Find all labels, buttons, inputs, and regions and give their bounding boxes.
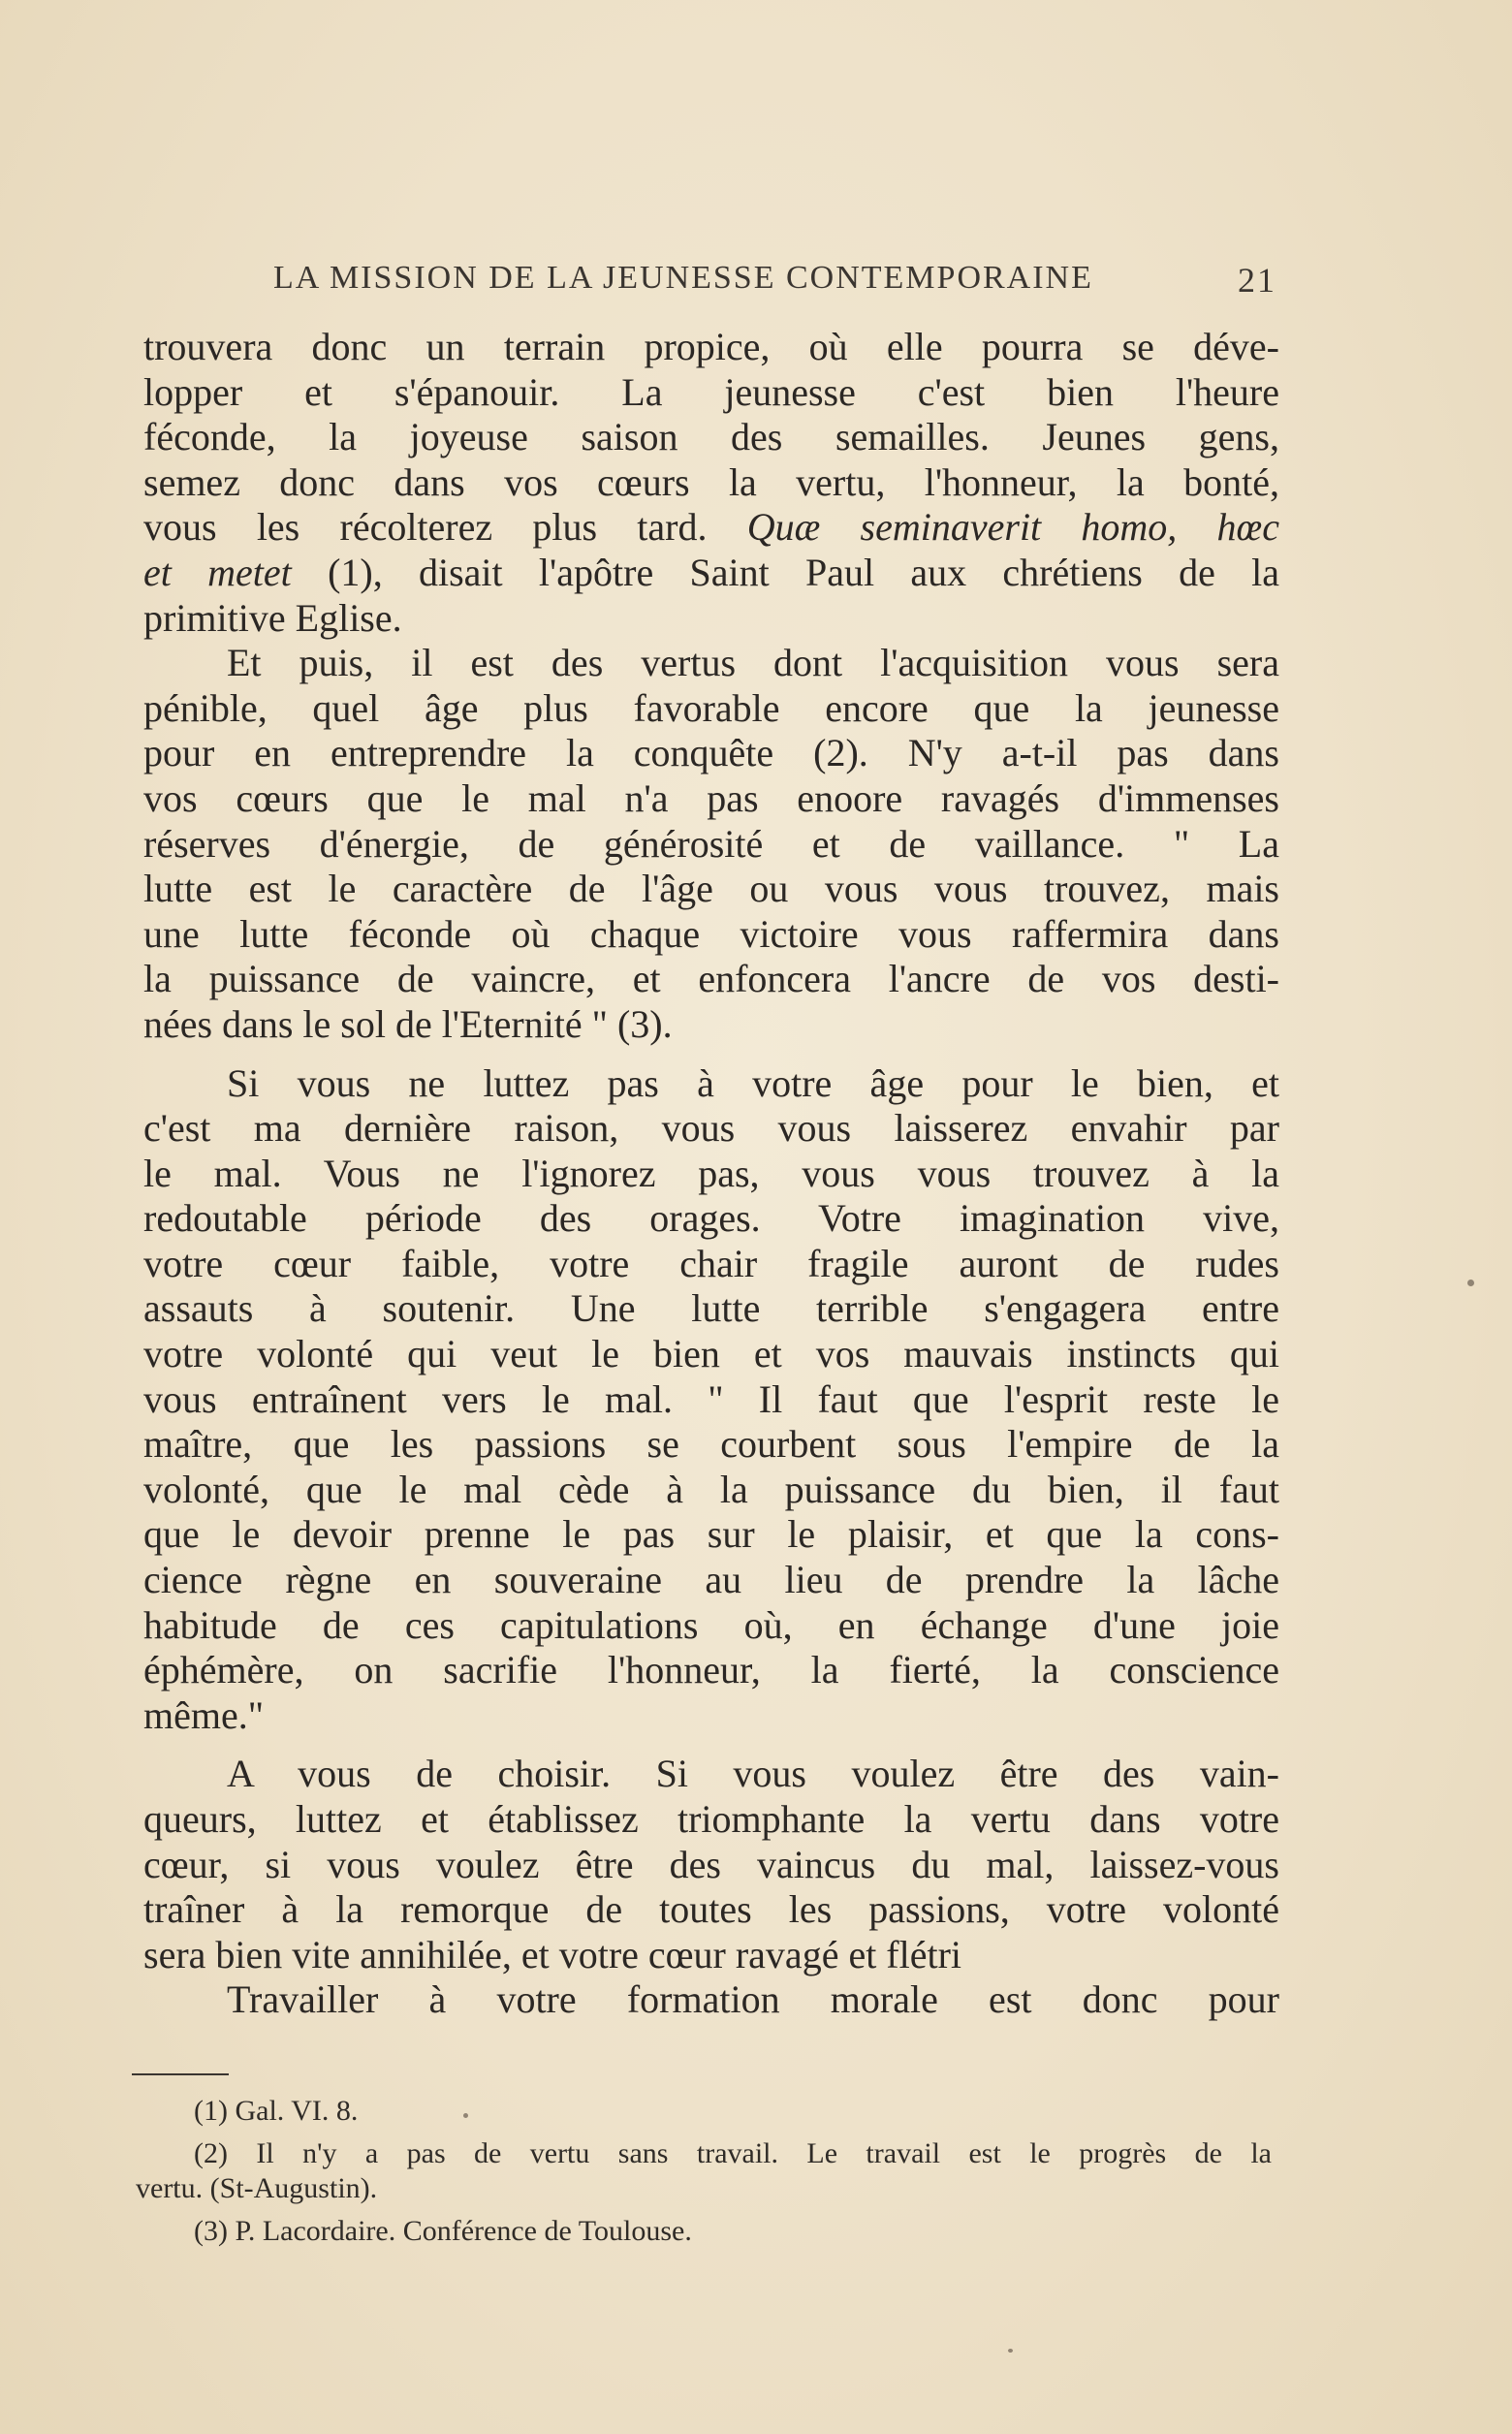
text-line: cience règne en souveraine au lieu de prendre la lâche <box>143 1558 1279 1602</box>
text-line: vous les récolterez plus tard. Quæ seminaverit homo, hœc <box>143 505 1279 550</box>
text-line: semez donc dans vos cœurs la vertu, l'honneur, la bonté, <box>143 459 1279 504</box>
text-line: votre cœur faible, votre chair fragile auront de rudes <box>143 1241 1279 1285</box>
paragraph-4 <box>143 1752 1279 1977</box>
footnotes <box>136 2094 1272 2257</box>
text-line: lopper et s'épanouir. La jeunesse c'est bien l'heure <box>143 369 1279 414</box>
text-line: Si vous ne luttez pas à votre âge pour le bien, et <box>227 1060 1279 1105</box>
text-line: vous entraînent vers le mal. " Il faut que l'esprit reste le <box>143 1376 1279 1421</box>
paragraph-5 <box>143 1977 1279 2023</box>
footnote-line: (1) Gal. VI. 8. <box>194 2095 359 2127</box>
text-line: que le devoir prenne le pas sur le plaisir, et que la cons- <box>143 1512 1279 1557</box>
text-line: sera bien vite annihilée, et votre cœur ravagé et flétri <box>143 1932 962 1976</box>
footnote-2 <box>136 2136 1272 2206</box>
running-title: LA MISSION DE LA JEUNESSE CONTEMPORAINE <box>273 260 1093 296</box>
paper-speck <box>1467 1280 1474 1286</box>
text-line: et metet (1), disait l'apôtre Saint Paul aux chrétiens de la <box>143 550 1279 594</box>
text-line: redoutable période des orages. Votre imagination vive, <box>143 1196 1279 1241</box>
text-line: trouvera donc un terrain propice, où elle pourra se déve- <box>143 325 1279 368</box>
page-number: 21 <box>1238 261 1276 300</box>
footnote-line: (3) P. Lacordaire. Conférence de Toulouse. <box>194 2215 692 2247</box>
text-line: Et puis, il est des vertus dont l'acquisition vous sera <box>227 641 1279 685</box>
text-line: c'est ma dernière raison, vous vous laisserez envahir par <box>143 1106 1279 1151</box>
text-line: lutte est le caractère de l'âge ou vous vous trouvez, mais <box>143 867 1279 911</box>
text-line: féconde, la joyeuse saison des semailles. Jeunes gens, <box>143 415 1279 459</box>
text-line: cœur, si vous voulez être des vaincus du mal, laissez-vous <box>143 1842 1279 1886</box>
text-line: maître, que les passions se courbent sous l'empire de la <box>143 1422 1279 1467</box>
text-line: A vous de choisir. Si vous voulez être des vain- <box>227 1752 1279 1796</box>
text-line: une lutte féconde où chaque victoire vous raffermira dans <box>143 911 1279 956</box>
text-line: éphémère, on sacrifie l'honneur, la fierté, la conscience <box>143 1648 1279 1692</box>
paper-speck <box>1008 2349 1013 2353</box>
paragraph-1 <box>143 325 1279 641</box>
text-line: pénible, quel âge plus favorable encore que la jeunesse <box>143 685 1279 730</box>
footnote-line: (2) Il n'y a pas de vertu sans travail. Le travail est le progrès de la <box>194 2137 1272 2169</box>
body-text <box>143 325 1279 2023</box>
text-line: pour en entreprendre la conquête (2). N'y a-t-il pas dans <box>143 731 1279 775</box>
text-line: le mal. Vous ne l'ignorez pas, vous vous trouvez à la <box>143 1151 1279 1195</box>
paper-speck <box>463 2113 468 2118</box>
footnote-line: vertu. (St-Augustin). <box>136 2172 378 2204</box>
text-line: queurs, luttez et établissez triomphante la vertu dans votre <box>143 1797 1279 1841</box>
text-line: volonté, que le mal cède à la puissance du bien, il faut <box>143 1467 1279 1511</box>
paragraph-2 <box>143 641 1279 1047</box>
latin-quote: Quæ seminaverit homo, hœc <box>746 505 1279 550</box>
text-line: Travailler à votre formation morale est donc pour <box>227 1977 1279 2022</box>
text-line: assauts à soutenir. Une lutte terrible s'engagera entre <box>143 1286 1279 1331</box>
text-line: primitive Eglise. <box>143 595 402 640</box>
text-line: vos cœurs que le mal n'a pas enoore ravagés d'immenses <box>143 775 1279 820</box>
text-line: réserves d'énergie, de générosité et de vaillance. " La <box>143 821 1279 866</box>
footnote-3 <box>136 2214 1272 2249</box>
text-line: la puissance de vaincre, et enfoncera l'ancre de vos desti- <box>143 957 1279 1001</box>
latin-quote: et metet <box>143 550 292 594</box>
footnote-rule <box>132 2073 229 2075</box>
text-line: nées dans le sol de l'Eternité " (3). <box>143 1001 673 1046</box>
text-line: même." <box>143 1692 265 1737</box>
text-line: traîner à la remorque de toutes les passions, votre volonté <box>143 1887 1279 1932</box>
text-line: votre volonté qui veut le bien et vos mauvais instincts qui <box>143 1332 1279 1376</box>
text-line: habitude de ces capitulations où, en échange d'une joie <box>143 1602 1279 1647</box>
footnote-1 <box>136 2094 1272 2129</box>
paragraph-3 <box>143 1061 1279 1739</box>
